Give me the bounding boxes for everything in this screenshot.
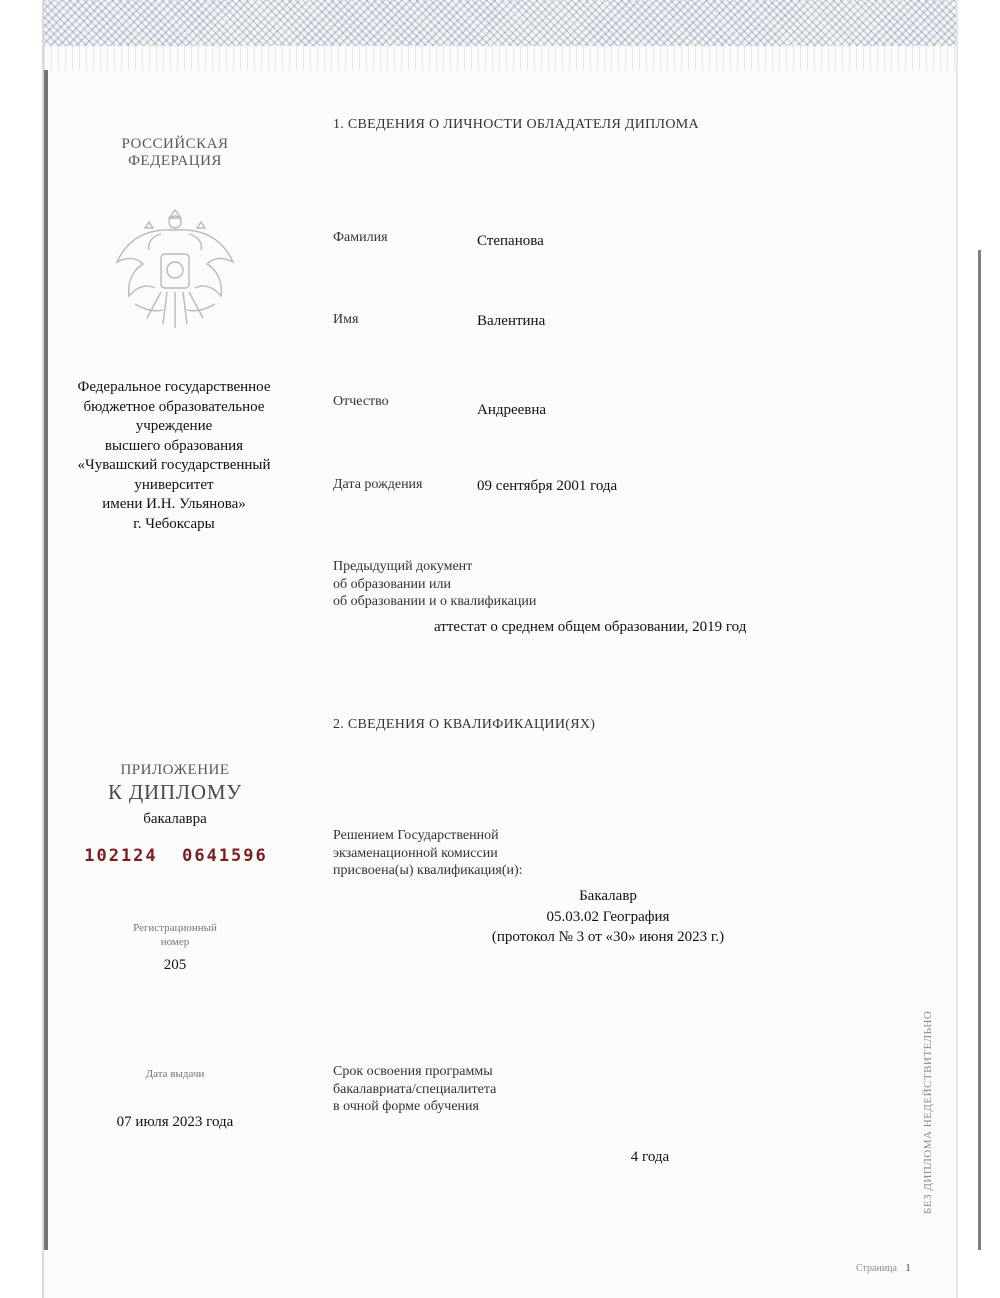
patronymic-value: Андреевна [477,402,547,418]
invalid-without-diploma-note: БЕЗ ДИПЛОМА НЕДЕЙСТВИТЕЛЬНО [922,1010,934,1215]
decision-line3: присвоена(ы) квалификация(и): [333,863,523,878]
double-headed-eagle-icon [105,200,245,342]
qualification-block [458,886,758,948]
page-right-edge [978,250,981,1250]
study-term-value: 4 года [630,1149,670,1165]
appendix-title [80,762,270,828]
coat-of-arms-emblem [105,200,245,342]
specialty-code: 05.03.02 География [546,908,670,925]
decision-line2: экзаменационной комиссии [333,845,498,861]
diploma-sheet [44,0,956,1298]
section1-heading: 1. СВЕДЕНИЯ О ЛИЧНОСТИ ОБЛАДАТЕЛЯ ДИПЛОМА [333,117,699,132]
birth-date-value: 09 сентября 2001 года [477,478,618,494]
section2-heading: 2. СВЕДЕНИЯ О КВАЛИФИКАЦИИ(ЯХ) [333,717,596,732]
appendix-line2: К ДИПЛОМУ [107,780,243,804]
org-line: «Чувашский государственный [77,457,271,473]
name-value: Валентина [477,313,546,329]
term-line2: бакалавриата/специалитета [333,1081,497,1097]
patronymic-label: Отчество [333,394,389,409]
decision-line1: Решением Государственной [333,828,499,843]
previous-document-value: аттестат о среднем общем образовании, 2019 год [434,619,747,635]
reg-number-label [110,921,240,949]
reg-label-line1: Регистрационный [133,922,217,934]
guilloche-border [44,0,956,46]
org-line: высшего образования [104,437,244,454]
study-term-label [333,1063,496,1116]
reg-label-line2: номер [160,936,190,948]
commission-decision-label [333,827,523,880]
issuing-organization [58,378,290,534]
surname-value: Степанова [477,233,544,249]
org-line: бюджетное образовательное [83,398,265,415]
term-line1: Срок освоения программы [333,1064,493,1079]
prev-doc-line3: об образовании и о квалификации [333,594,537,609]
name-label: Имя [333,312,359,327]
page-label: Страница [856,1263,897,1274]
previous-document-label [333,558,536,611]
org-line: г. Чебоксары [133,515,215,532]
reg-number: 205 [163,957,187,973]
degree-level: бакалавра [143,811,207,827]
appendix-line1: ПРИЛОЖЕНИЕ [120,762,230,778]
qualification-name: Бакалавр [579,888,637,904]
page-number: 1 [905,1263,911,1274]
protocol-reference: (протокол № 3 от «30» июня 2023 г.) [491,929,725,945]
country-name [100,136,250,170]
birth-date-label: Дата рождения [333,477,423,492]
issue-date: 07 июля 2023 года [116,1114,234,1130]
prev-doc-line1: Предыдущий документ [333,559,473,574]
page-indicator [856,1263,910,1274]
prev-doc-line2: об образовании или [333,576,451,592]
issue-date-label: Дата выдачи [145,1068,205,1080]
term-line3: в очной форме обучения [333,1099,479,1114]
page-left-edge [44,70,48,1250]
country-line1: РОССИЙСКАЯ [121,136,229,152]
org-line: имени И.Н. Ульянова» [102,496,246,512]
org-line: Федеральное государственное [77,379,271,395]
surname-label: Фамилия [333,230,388,245]
serial-number: 102124 0641596 [84,846,268,866]
org-line: учреждение [135,418,213,434]
country-line2: ФЕДЕРАЦИЯ [128,153,222,169]
org-line: университет [134,476,214,493]
guilloche-border-fade [44,46,956,70]
